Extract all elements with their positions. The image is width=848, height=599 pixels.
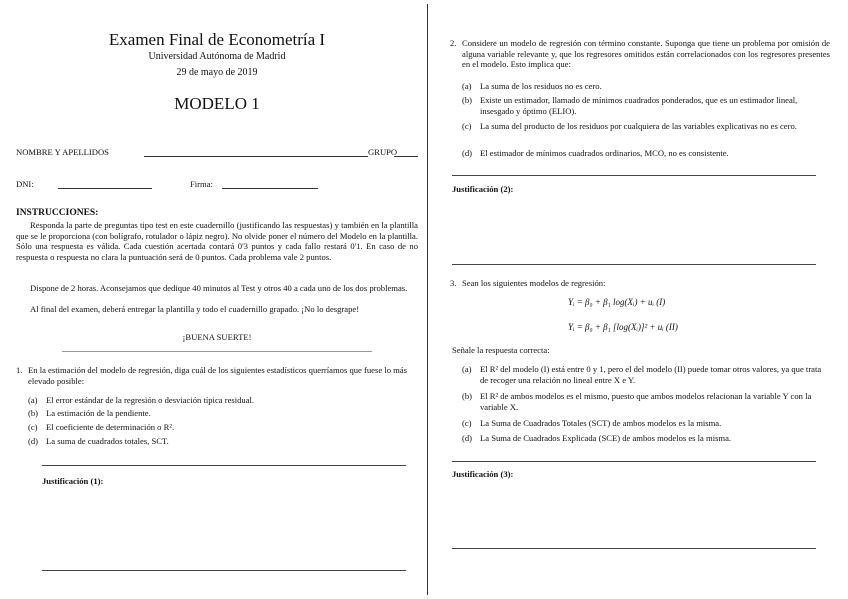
option-text: El coeficiente de determinación o R². [46, 422, 175, 432]
instructions-p1: Responda la parte de preguntas tipo test en este cuadernillo (justificando las respuestas) y también en la plantilla que se le proporciona (con bolígrafo, rotulador o lápiz negro). No olvide poner el número del Modelo en la plantilla. Sólo una respuesta es válida. Cada cuestión acertada contará 0'3 puntos y cada fallo restará 0'1. En caso de no respuesta o respuesta no clara la puntuación será de 0 puntos. Cada problema vale 2 puntos. [16, 220, 418, 262]
university-name: Universidad Autónoma de Madrid [148, 51, 286, 62]
option-label: (d) [462, 433, 473, 443]
option-label: (a) [462, 81, 472, 91]
option-text: La suma del producto de los residuos por cualquiera de las variables explicativas no es cero. [480, 121, 797, 131]
model-label: MODELO 1 [174, 94, 260, 113]
option-label: (c) [28, 422, 38, 432]
option-text: La Suma de Cuadrados Explicada (SCE) de ambos modelos es la misma. [480, 433, 732, 443]
q3-text: Sean los siguientes modelos de regresión: [462, 278, 606, 288]
dni-field[interactable] [58, 188, 152, 189]
exam-title: Examen Final de Econometría I [108, 30, 326, 49]
option-text: La suma de los residuos no es cero. [480, 81, 602, 91]
option-text: El R² del modelo (I) está entre 0 y 1, pero el del modelo (II) puede tomar otros valores, ya que trata de recoger una relación no lineal entre X e Y. [480, 364, 822, 385]
name-label: NOMBRE Y APELLIDOS [16, 147, 109, 157]
exam-date: 29 de mayo de 2019 [176, 67, 258, 78]
good-luck: ¡BUENA SUERTE! [182, 332, 252, 342]
q1-justification-line[interactable] [42, 570, 406, 571]
q2-top-rule [452, 175, 816, 176]
option-text: La Suma de Cuadrados Totales (SCT) de ambos modelos es la misma. [480, 418, 722, 428]
option-text: La suma de cuadrados totales, SCT. [46, 436, 169, 446]
group-label: GRUPO [368, 147, 398, 157]
signature-field[interactable] [222, 188, 318, 189]
q3-equation-2: Yᵢ = β₀ + β₁ [log(Xᵢ)]² + uᵢ (II) [568, 322, 678, 332]
separator [62, 351, 372, 352]
dni-label: DNI: [16, 179, 34, 189]
q2-number: 2. [450, 38, 457, 48]
instructions-p3: Al final del examen, deberá entregar la plantilla y todo el cuadernillo grapado. ¡No lo desgrape! [30, 304, 360, 314]
q1-text: En la estimación del modelo de regresión, diga cuál de los siguientes estadísticos querríamos que fuese lo más elevado posible: [28, 365, 407, 386]
q3-equation-1: Yᵢ = β₀ + β₁ log(Xᵢ) + uᵢ (I) [568, 297, 666, 307]
option-label: (b) [462, 391, 473, 401]
group-field[interactable] [394, 156, 418, 157]
q3-number: 3. [450, 278, 457, 288]
option-text: El estimador de mínimos cuadrados ordinarios, MCO, no es consistente. [480, 148, 729, 158]
q2-justification-line[interactable] [452, 264, 816, 265]
q3-top-rule [452, 461, 816, 462]
instructions-p2: Dispone de 2 horas. Aconsejamos que dedique 40 minutos al Test y otros 40 a cada uno de los dos problemas. [30, 283, 408, 293]
q2-text: Considere un modelo de regresión con término constante. Suponga que tiene un problema por omisión de alguna variable relevante y, que los regresores omitidos están correlacionados con los regresores presentes en el modelo. Esto implica que: [462, 38, 830, 70]
name-field[interactable] [144, 156, 368, 157]
option-label: (d) [28, 436, 39, 446]
q3-prompt: Señale la respuesta correcta: [452, 345, 550, 355]
option-text: La estimación de la pendiente. [46, 408, 151, 418]
q1-number: 1. [16, 365, 23, 375]
option-label: (a) [28, 395, 38, 405]
option-label: (b) [462, 95, 473, 105]
option-label: (b) [28, 408, 39, 418]
option-label: (c) [462, 418, 472, 428]
q3-justification-label: Justificación (3): [452, 469, 514, 479]
q1-justification-label: Justificación (1): [42, 476, 104, 486]
option-label: (d) [462, 148, 473, 158]
option-text: El error estándar de la regresión o desviación típica residual. [46, 395, 255, 405]
option-text: Existe un estimador, llamado de mínimos cuadrados ponderados, que es un estimador lineal, insesgado y óptimo (ELIO). [480, 95, 798, 116]
column-divider [427, 4, 428, 595]
option-label: (c) [462, 121, 472, 131]
option-text: El R² de ambos modelos es el mismo, puesto que ambos modelos relacionan la variable Y con la variable X. [480, 391, 812, 412]
q1-top-rule [42, 465, 406, 466]
option-label: (a) [462, 364, 472, 374]
q3-justification-line[interactable] [452, 548, 816, 549]
instructions-heading: INSTRUCCIONES: [16, 208, 99, 218]
signature-label: Firma: [190, 179, 213, 189]
q2-justification-label: Justificación (2): [452, 184, 514, 194]
